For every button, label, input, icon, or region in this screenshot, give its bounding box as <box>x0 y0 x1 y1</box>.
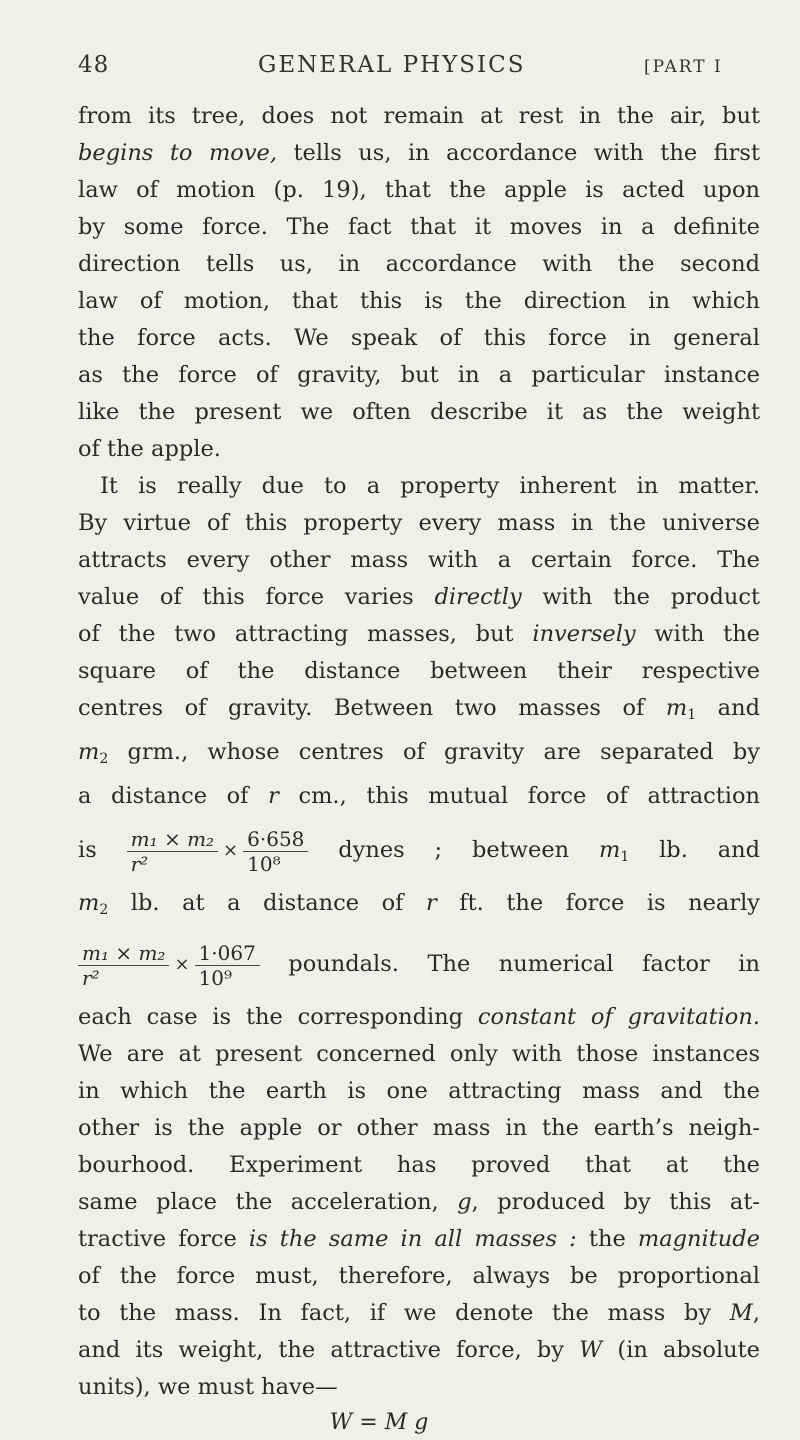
text-run: dynes ; between <box>308 837 599 863</box>
math-symbol: m <box>598 837 621 863</box>
subscript: 2 <box>99 902 109 918</box>
text-line: attracts every other mass with a certain force. The <box>78 547 760 573</box>
text-run: , produced by this at- <box>471 1189 760 1215</box>
subscript: 1 <box>687 707 697 723</box>
text-line: We are at present concerned only with those instances <box>78 1041 760 1067</box>
text-line <box>78 999 760 1036</box>
text-line: by some force. The fact that it moves in a definite <box>78 214 760 240</box>
subscript: 1 <box>620 849 630 865</box>
emphasis: is the same in all masses : <box>248 1226 577 1252</box>
math-symbol: M <box>729 1300 753 1326</box>
text-line: the force acts. We speak of this force in general <box>78 325 760 351</box>
text-run: tractive force <box>78 1226 249 1252</box>
gravitation-constant-fraction <box>243 827 308 876</box>
math-symbol: r <box>426 890 437 916</box>
math-symbol: W <box>579 1337 603 1363</box>
running-title: GENERAL PHYSICS <box>258 52 526 78</box>
mass-product-fraction <box>78 941 169 990</box>
text-line: bourhood. Experiment has proved that at the <box>78 1152 760 1178</box>
text-run: lb. and <box>629 837 760 863</box>
fraction-numerator: 1·067 <box>195 941 260 966</box>
emphasis: inversely <box>532 621 636 647</box>
text-line <box>78 579 760 616</box>
page-header <box>78 52 778 88</box>
text-line: law of motion (p. 19), that the apple is acted upon <box>78 177 760 203</box>
text-run: ft. the force is nearly <box>436 890 760 916</box>
text-run: same place the acceleration, <box>78 1189 458 1215</box>
fraction-denominator: r² <box>130 851 149 876</box>
part-label <box>644 52 723 78</box>
text-run: and its weight, the attractive force, by <box>78 1337 580 1363</box>
text-line <box>78 1184 760 1221</box>
text-line: direction tells us, in accordance with the second <box>78 251 760 277</box>
text-run: with the <box>635 621 760 647</box>
times-sign: × <box>223 840 239 861</box>
emphasis: constant of gravitation. <box>477 1004 760 1030</box>
text-line: in which the earth is one attracting mass and the <box>78 1078 760 1104</box>
text-run: centres of gravity. Between two masses of <box>78 695 666 721</box>
emphasis: directly <box>434 584 522 610</box>
fraction-denominator: 10⁹ <box>198 965 232 990</box>
body-text <box>78 98 760 1440</box>
text-line: square of the distance between their respective <box>78 658 760 684</box>
text-line <box>78 616 760 653</box>
text-run: value of this force varies <box>78 584 435 610</box>
math-symbol: m <box>665 695 688 721</box>
math-symbol: r <box>268 783 279 809</box>
emphasis: begins to move, <box>78 140 277 166</box>
text-run: , <box>752 1300 760 1326</box>
emphasis: magnitude <box>637 1226 760 1252</box>
fraction-numerator: m₁ × m₂ <box>127 827 218 852</box>
fraction-numerator: 6·658 <box>243 827 308 852</box>
text-line: from its tree, does not remain at rest in the air, but <box>78 103 760 129</box>
times-sign: × <box>174 954 190 975</box>
mass-product-fraction <box>127 827 218 876</box>
text-run: (in absolute <box>602 1337 760 1363</box>
text-run: the <box>576 1226 638 1252</box>
text-line: of the force must, therefore, always be proportional <box>78 1263 760 1289</box>
math-symbol: m <box>78 890 100 916</box>
text-line <box>78 135 760 172</box>
fraction-denominator: 10⁸ <box>247 851 281 876</box>
text-line <box>78 1332 760 1369</box>
text-line: law of motion, that this is the direction in which <box>78 288 760 314</box>
text-line: By virtue of this property every mass in the universe <box>78 510 760 536</box>
text-line <box>78 734 760 778</box>
gravitation-constant-fraction <box>195 941 260 990</box>
text-line <box>78 1295 760 1332</box>
text-run: poundals. The numerical factor in <box>259 951 760 977</box>
text-run: cm., this mutual force of attraction <box>278 783 760 809</box>
text-line <box>78 1221 760 1258</box>
math-symbol: m <box>78 739 100 765</box>
part-label-text: [PART I <box>644 57 723 77</box>
text-run: grm., whose centres of gravity are separated by <box>108 739 760 765</box>
text-run: to the mass. In fact, if we denote the mass by <box>78 1300 730 1326</box>
paragraph-1 <box>78 98 760 468</box>
text-run: lb. at a distance of <box>108 890 426 916</box>
text-run: each case is the corresponding <box>78 1004 478 1030</box>
formula-line-dynes <box>78 815 760 885</box>
text-line <box>78 778 760 815</box>
text-line <box>78 690 760 734</box>
fraction-numerator: m₁ × m₂ <box>78 941 169 966</box>
weight-equation: W = M g <box>329 1410 429 1435</box>
fraction-denominator: r² <box>82 965 100 990</box>
text-line: units), we must have— <box>78 1374 338 1400</box>
text-line: of the apple. <box>78 436 221 462</box>
text-line: other is the apple or other mass in the earth’s neigh- <box>78 1115 760 1141</box>
text-run: a distance of <box>78 783 269 809</box>
text-line <box>78 885 760 929</box>
text-line: like the present we often describe it as the weight <box>78 399 760 425</box>
text-line: as the force of gravity, but in a particular instance <box>78 362 760 388</box>
text-line: It is really due to a property inherent in matter. <box>100 473 760 499</box>
text-run: and <box>696 695 760 721</box>
subscript: 2 <box>99 751 109 767</box>
paragraph-2 <box>78 468 760 1440</box>
formula-line-poundals <box>78 929 760 999</box>
text-run: is <box>78 837 97 863</box>
text-run: of the two attracting masses, but <box>78 621 533 647</box>
math-symbol: g <box>457 1189 472 1215</box>
text-run: with the product <box>521 584 760 610</box>
text-run: tells us, in accordance with the first <box>277 140 760 166</box>
page-number: 48 <box>78 52 110 78</box>
